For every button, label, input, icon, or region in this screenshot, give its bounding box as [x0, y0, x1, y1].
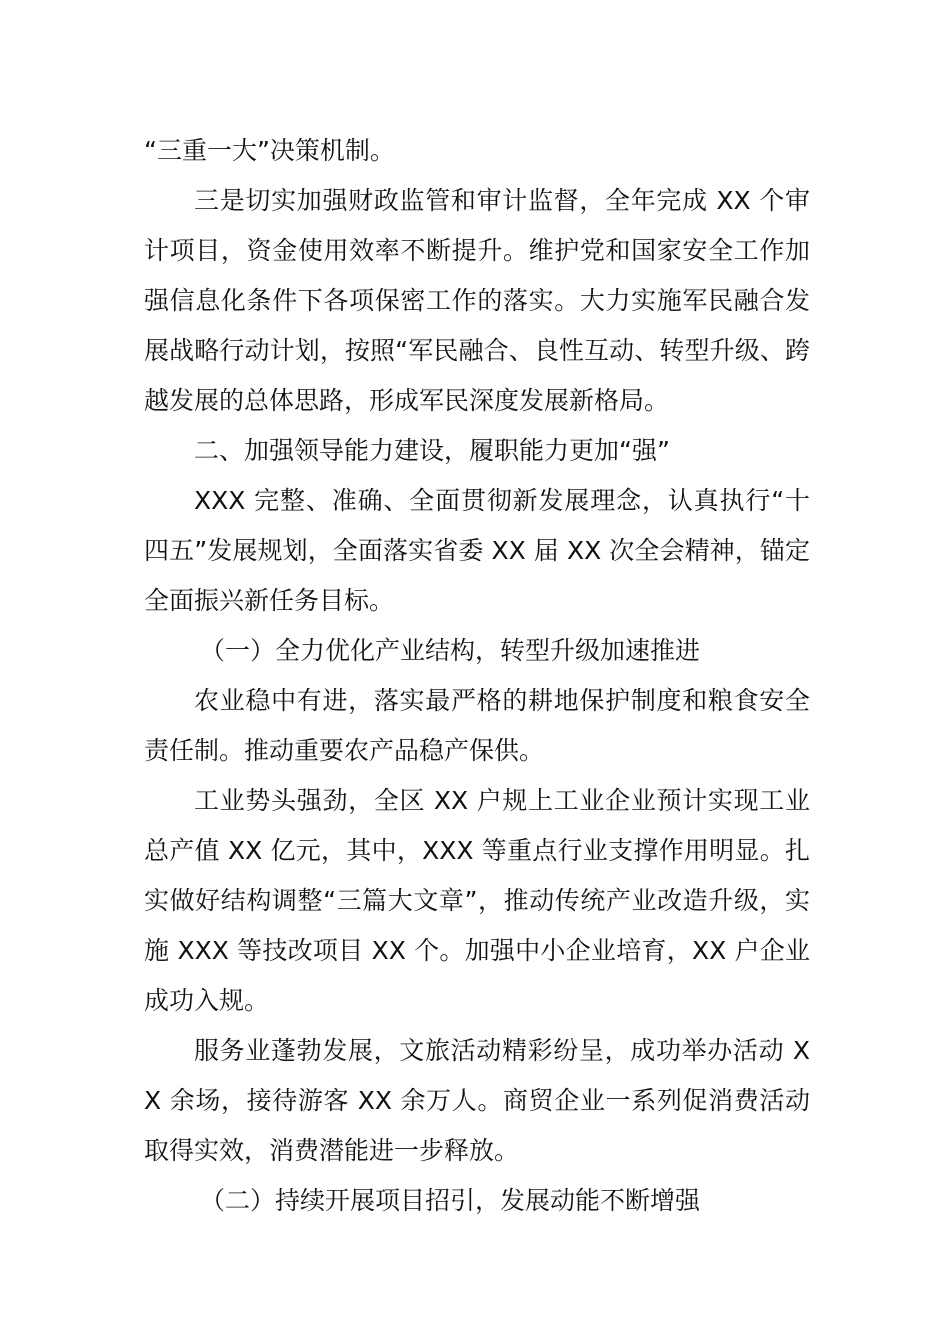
document-body: [144, 126, 810, 1226]
subsection-heading-industry: （一）全力优化产业结构，转型升级加速推进: [200, 636, 701, 665]
paragraph-audit-supervision: 三是切实加强财政监管和审计监督，全年完成 XX 个审计项目，资金使用效率不断提升。维护党和国家安全工作加强信息化条件下各项保密工作的落实。大力实施军民融合发展战略行动计划，按照“军民融合、良性互动、转型升级、跨越发展的总体思路，形成军民深度发展新格局。: [144, 186, 810, 415]
paragraph-services: 服务业蓬勃发展，文旅活动精彩纷呈，成功举办活动 XX 余场，接待游客 XX 余万人。商贸企业一系列促消费活动取得实效，消费潜能进一步释放。: [144, 1036, 810, 1165]
paragraph-continuation: “三重一大”决策机制。: [144, 136, 395, 165]
paragraph-development-concept: XXX 完整、准确、全面贯彻新发展理念，认真执行“十四五”发展规划，全面落实省委 XX 届 XX 次全会精神，锚定全面振兴新任务目标。: [144, 486, 810, 615]
paragraph-agriculture: 农业稳中有进，落实最严格的耕地保护制度和粮食安全责任制。推动重要农产品稳产保供。: [144, 686, 810, 765]
subsection-heading-projects: （二）持续开展项目招引，发展动能不断增强: [200, 1186, 701, 1215]
section-heading-leadership: 二、加强领导能力建设，履职能力更加“强”: [194, 436, 670, 465]
paragraph-industry: 工业势头强劲，全区 XX 户规上工业企业预计实现工业总产值 XX 亿元，其中，XXX 等重点行业支撑作用明显。扎实做好结构调整“三篇大文章”，推动传统产业改造升级，实施 XXX 等技改项目 XX 个。加强中小企业培育，XX 户企业成功入规。: [144, 786, 810, 1015]
